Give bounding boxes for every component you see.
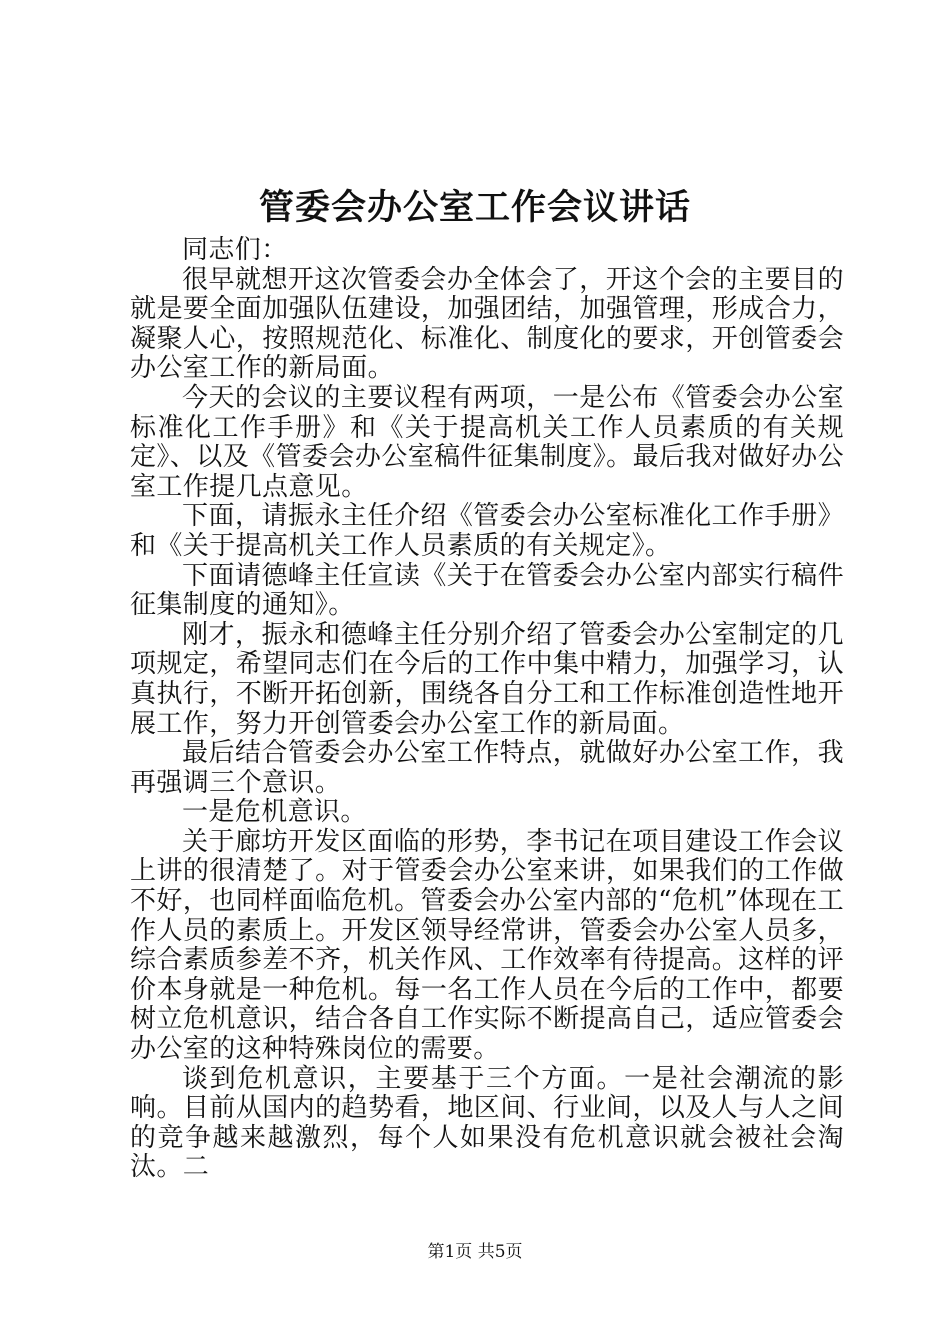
paragraph: 刚才，振永和德峰主任分别介绍了管委会办公室制定的几项规定，希望同志们在今后的工作中集中精力，加强学习，认真执行，不断开拓创新，围绕各自分工和工作标准创造性地开展工作，努力开创管委会办公室工作的新局面。 bbox=[130, 619, 844, 739]
paragraph: 最后结合管委会办公室工作特点，就做好办公室工作，我再强调三个意识。 bbox=[130, 738, 844, 798]
document-body bbox=[130, 236, 844, 1183]
page-number-footer: 第1页 共5页 bbox=[427, 1242, 523, 1262]
paragraph: 很早就想开这次管委会办全体会了，开这个会的主要目的就是要全面加强队伍建设，加强团结，加强管理，形成合力，凝聚人心，按照规范化、标准化、制度化的要求，开创管委会办公室工作的新局面。 bbox=[130, 264, 844, 384]
section-heading: 一是危机意识。 bbox=[182, 797, 367, 828]
paragraph: 今天的会议的主要议程有两项，一是公布《管委会办公室标准化工作手册》和《关于提高机关工作人员素质的有关规定》、以及《管委会办公室稿件征集制度》。最后我对做好办公室工作提几点意见。 bbox=[130, 382, 844, 502]
paragraph: 关于廊坊开发区面临的形势，李书记在项目建设工作会议上讲的很清楚了。对于管委会办公室来讲，如果我们的工作做不好，也同样面临危机。管委会办公室内部的“危机”体现在工作人员的素质上。开发区领导经常讲，管委会办公室人员多，综合素质参差不齐，机关作风、工作效率有待提高。这样的评价本身就是一种危机。每一名工作人员在今后的工作中，都要树立危机意识，结合各自工作实际不断提高自己，适应管委会办公室的这种特殊岗位的需要。 bbox=[130, 826, 844, 1065]
paragraph: 谈到危机意识，主要基于三个方面。一是社会潮流的影响。目前从国内的趋势看，地区间、行业间，以及人与人之间的竞争越来越激烈，每个人如果没有危机意识就会被社会淘汰。二 bbox=[130, 1063, 844, 1183]
paragraph: 下面请德峰主任宣读《关于在管委会办公室内部实行稿件征集制度的通知》。 bbox=[130, 560, 844, 621]
document-title: 管委会办公室工作会议讲话 bbox=[258, 187, 691, 228]
paragraph: 下面，请振永主任介绍《管委会办公室标准化工作手册》和《关于提高机关工作人员素质的有关规定》。 bbox=[130, 501, 844, 561]
paragraph-greeting: 同志们： bbox=[182, 235, 288, 265]
